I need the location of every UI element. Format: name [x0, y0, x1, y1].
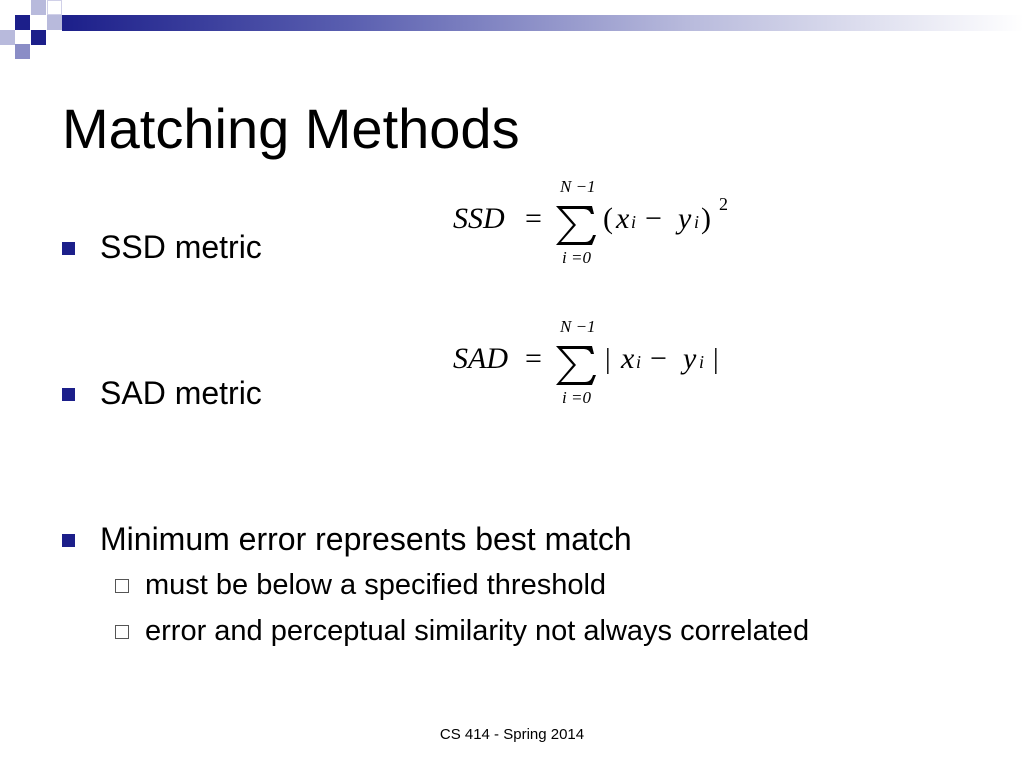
- sad-y: y: [683, 342, 697, 375]
- ssd-equals: =: [525, 202, 542, 235]
- sub-bullet-text: must be below a specified threshold: [145, 569, 607, 601]
- deco-square: [15, 44, 30, 59]
- ssd-minus: −: [645, 202, 662, 235]
- bullet-text: SSD metric: [100, 229, 262, 265]
- ssd-y-subscript: i: [694, 212, 700, 232]
- bullet-square-icon: [62, 242, 75, 255]
- sad-sum-upper-limit: N −1: [560, 317, 596, 336]
- ssd-formula: [445, 170, 745, 270]
- deco-square: [47, 0, 62, 15]
- sad-x-subscript: i: [636, 352, 642, 372]
- ssd-sum-lower-limit: i =0: [562, 248, 591, 267]
- deco-square: [15, 15, 30, 30]
- deco-square: [31, 30, 46, 45]
- ssd-lhs: SSD: [453, 202, 505, 235]
- sad-formula: [445, 310, 745, 410]
- ssd-sum-upper-limit: N −1: [560, 177, 596, 196]
- sad-sum-lower-limit: i =0: [562, 388, 591, 407]
- header-gradient-bar: [62, 15, 1024, 31]
- ssd-open-paren: (: [603, 202, 613, 235]
- ssd-sigma-icon: [556, 206, 596, 245]
- sad-lhs: SAD: [453, 342, 508, 375]
- bullet-text: Minimum error represents best match: [100, 521, 632, 557]
- header-decoration: [0, 0, 1024, 70]
- bullet-text: SAD metric: [100, 375, 262, 411]
- ssd-exponent: 2: [719, 194, 728, 214]
- ssd-x-subscript: i: [631, 212, 637, 232]
- sad-minus: −: [650, 342, 667, 375]
- ssd-y: y: [678, 202, 692, 235]
- slide-footer: [0, 725, 1024, 745]
- sub-bullet-text: error and perceptual similarity not always correlated: [145, 615, 810, 647]
- deco-square: [31, 0, 46, 15]
- sad-y-subscript: i: [699, 352, 705, 372]
- sad-x: x: [621, 342, 635, 375]
- ssd-x: x: [616, 202, 630, 235]
- bullet-square-icon: [62, 388, 75, 401]
- footer-text: CS 414 - Spring 2014: [439, 726, 585, 743]
- sad-equals: =: [525, 342, 542, 375]
- slide-title: Matching Methods: [62, 97, 520, 160]
- hollow-square-bullet-icon: [115, 625, 129, 639]
- bullet-square-icon: [62, 534, 75, 547]
- deco-square: [47, 15, 62, 30]
- hollow-square-bullet-icon: [115, 579, 129, 593]
- sad-right-bar: |: [713, 344, 719, 375]
- ssd-close-paren: ): [701, 202, 711, 235]
- sad-left-bar: |: [605, 344, 611, 375]
- sad-sigma-icon: [556, 346, 596, 385]
- deco-square: [0, 30, 15, 45]
